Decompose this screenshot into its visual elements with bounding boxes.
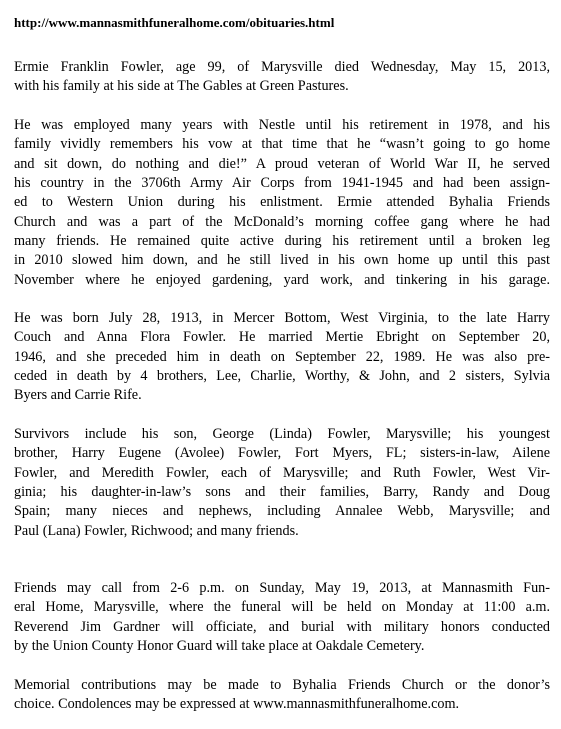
text-line: his country in the 3706th Army Air Corps from 1941-1945 and had been assign- [14, 175, 550, 192]
paragraph-family [14, 309, 550, 406]
paragraph-services [14, 579, 550, 656]
text-line: many friends. He remained quite active during his retirement until a broken leg [14, 233, 550, 250]
text-line: ceded in death by 4 brothers, Lee, Charlie, Worthy, & John, and 2 sisters, Sylvia [14, 368, 550, 385]
text-line: Ermie Franklin Fowler, age 99, of Marysville died Wednesday, May 15, 2013, [14, 59, 550, 75]
text-line: Fowler, and Meredith Fowler, each of Marysville; and Ruth Fowler, West Vir- [14, 464, 550, 481]
text-line: 1946, and she preceded him in death on September 22, 1989. He was also pre- [14, 348, 550, 365]
text-line: Spain; many nieces and nephews, including Annalee Webb, Marysville; and [14, 503, 550, 520]
paragraph-intro [14, 58, 550, 97]
text-line: Couch and Anna Flora Fowler. He married Mertie Ebright on September 20, [14, 329, 550, 346]
text-line: choice. Condolences may be expressed at www.mannasmithfuneralhome.com. [14, 696, 460, 713]
text-line: Byers and Carrie Rife. [14, 387, 142, 404]
page-url: http://www.mannasmithfuneralhome.com/obituaries.html [14, 15, 335, 30]
text-line: Reverend Jim Gardner will officiate, and burial with military honors conducted [14, 618, 550, 635]
paragraph-career [14, 116, 550, 290]
paragraph-memorial [14, 676, 550, 715]
text-line: eral Home, Marysville, where the funeral will be held on Monday at 11:00 a.m. [14, 599, 550, 616]
paragraph-survivors [14, 425, 550, 541]
text-line: brother, Harry Eugene (Avolee) Fowler, Fort Myers, FL; sisters-in-law, Ailene [14, 445, 550, 462]
text-line: with his family at his side at The Gables at Green Pastures. [14, 78, 349, 95]
text-line: and sit down, do nothing and die!” A proud veteran of World War II, he served [14, 155, 550, 172]
text-line: Memorial contributions may be made to Byhalia Friends Church or the donor’s [14, 677, 550, 693]
text-line: Paul (Lana) Fowler, Richwood; and many friends. [14, 522, 299, 539]
text-line: Church and was a part of the McDonald’s morning coffee gang where he had [14, 213, 550, 230]
text-line: He was employed many years with Nestle until his retirement in 1978, and his [14, 117, 550, 133]
text-line: in 2010 slowed him down, and he still lived in his own home up until this past [14, 252, 550, 269]
text-line: November where he enjoyed gardening, yard work, and tinkering in his garage. [14, 271, 550, 288]
text-line: family vividly remembers his vow at that time that he “wasn’t going to go home [14, 136, 550, 153]
text-line: ginia; his daughter-in-law’s sons and their families, Barry, Randy and Doug [14, 484, 550, 501]
text-line: Friends may call from 2-6 p.m. on Sunday, May 19, 2013, at Mannasmith Fun- [14, 580, 550, 596]
text-line: Survivors include his son, George (Linda) Fowler, Marysville; his youngest [14, 426, 550, 442]
text-line: by the Union County Honor Guard will take place at Oakdale Cemetery. [14, 638, 425, 655]
text-line: He was born July 28, 1913, in Mercer Bottom, West Virginia, to the late Harry [14, 310, 550, 326]
text-line: ed to Western Union during his enlistment. Ermie attended Byhalia Friends [14, 194, 550, 211]
